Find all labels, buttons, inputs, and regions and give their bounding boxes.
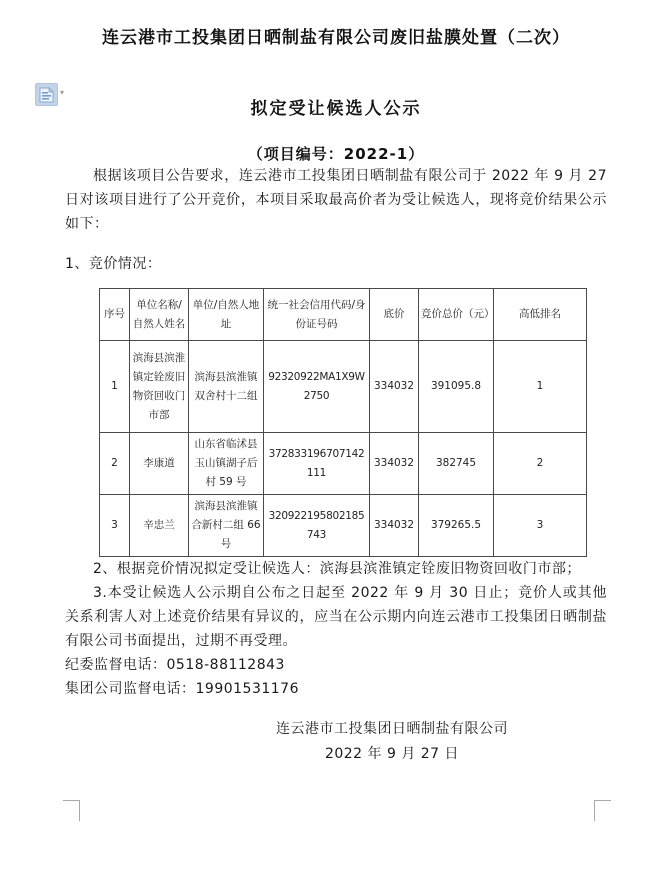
cell-credit-code: 320922195802185743 bbox=[264, 495, 370, 557]
column-header-name: 单位名称/自然人姓名 bbox=[130, 289, 189, 341]
column-header-total-bid: 竞价总价（元） bbox=[419, 289, 494, 341]
section1-label: 1、竞价情况： bbox=[65, 256, 162, 272]
cell-address: 滨海县滨淮镇合新村二组 66 号 bbox=[189, 495, 264, 557]
cell-index: 2 bbox=[100, 433, 130, 495]
cell-rank: 1 bbox=[494, 341, 587, 433]
document-content bbox=[0, 26, 671, 767]
document-title: 连云港市工投集团日晒制盐有限公司废旧盐膜处置（二次） bbox=[102, 28, 570, 48]
cell-address: 滨海县滨淮镇双舍村十二组 bbox=[189, 341, 264, 433]
intro-paragraph: 根据该项目公告要求，连云港市工投集团日晒制盐有限公司于 2022 年 9 月 27 日对该项目进行了公开竞价，本项目采取最高价者为受让候选人，现将竞价结果公示如下： bbox=[65, 168, 607, 232]
table-row bbox=[100, 341, 587, 433]
cell-total-bid: 379265.5 bbox=[419, 495, 494, 557]
document-subtitle: 拟定受让候选人公示 bbox=[250, 99, 422, 119]
cell-name: 滨海县滨淮镇定铨废旧物资回收门市部 bbox=[130, 341, 189, 433]
cell-index: 1 bbox=[100, 341, 130, 433]
cell-rank: 3 bbox=[494, 495, 587, 557]
paste-options-icon bbox=[39, 87, 54, 103]
group-phone-line: 集团公司监督电话：19901531176 bbox=[65, 681, 299, 697]
cell-credit-code: 372833196707142111 bbox=[264, 433, 370, 495]
paste-options-button[interactable] bbox=[35, 83, 58, 106]
cell-credit-code: 92320922MA1X9W2750 bbox=[264, 341, 370, 433]
column-header-index: 序号 bbox=[100, 289, 130, 341]
project-number: （项目编号：2022-1） bbox=[247, 145, 425, 163]
section2-paragraph: 2、根据竞价情况拟定受让候选人：滨海县滨淮镇定铨废旧物资回收门市部； bbox=[93, 561, 581, 577]
chevron-down-icon[interactable]: ▾ bbox=[60, 88, 65, 97]
signature-date: 2022 年 9 月 27 日 bbox=[324, 746, 460, 762]
cell-base-price: 334032 bbox=[370, 495, 419, 557]
table-header-row bbox=[100, 289, 587, 341]
bid-results-table bbox=[99, 288, 587, 557]
cell-index: 3 bbox=[100, 495, 130, 557]
cell-rank: 2 bbox=[494, 433, 587, 495]
column-header-rank: 高低排名 bbox=[494, 289, 587, 341]
page-margin-mark-right bbox=[594, 800, 611, 821]
column-header-address: 单位/自然人地址 bbox=[189, 289, 264, 341]
signature-company: 连云港市工投集团日晒制盐有限公司 bbox=[276, 721, 508, 737]
cell-name: 辛忠兰 bbox=[130, 495, 189, 557]
cell-total-bid: 391095.8 bbox=[419, 341, 494, 433]
page-margin-mark-left bbox=[63, 800, 80, 821]
column-header-credit-code: 统一社会信用代码/身份证号码 bbox=[264, 289, 370, 341]
signature-block bbox=[227, 717, 557, 767]
cell-total-bid: 382745 bbox=[419, 433, 494, 495]
cell-name: 李康道 bbox=[130, 433, 189, 495]
table-row bbox=[100, 495, 587, 557]
cell-address: 山东省临沭县玉山镇湖子后村 59 号 bbox=[189, 433, 264, 495]
table-row bbox=[100, 433, 587, 495]
discipline-phone-line: 纪委监督电话：0518-88112843 bbox=[65, 657, 285, 673]
column-header-base-price: 底价 bbox=[370, 289, 419, 341]
section3-paragraph: 3.本受让候选人公示期自公布之日起至 2022 年 9 月 30 日止；竞价人或其他关系利害人对上述竞价结果有异议的，应当在公示期内向连云港市工投集团日晒制盐有限公司书面提出，过期不再受理。 bbox=[65, 585, 607, 649]
cell-base-price: 334032 bbox=[370, 341, 419, 433]
cell-base-price: 334032 bbox=[370, 433, 419, 495]
